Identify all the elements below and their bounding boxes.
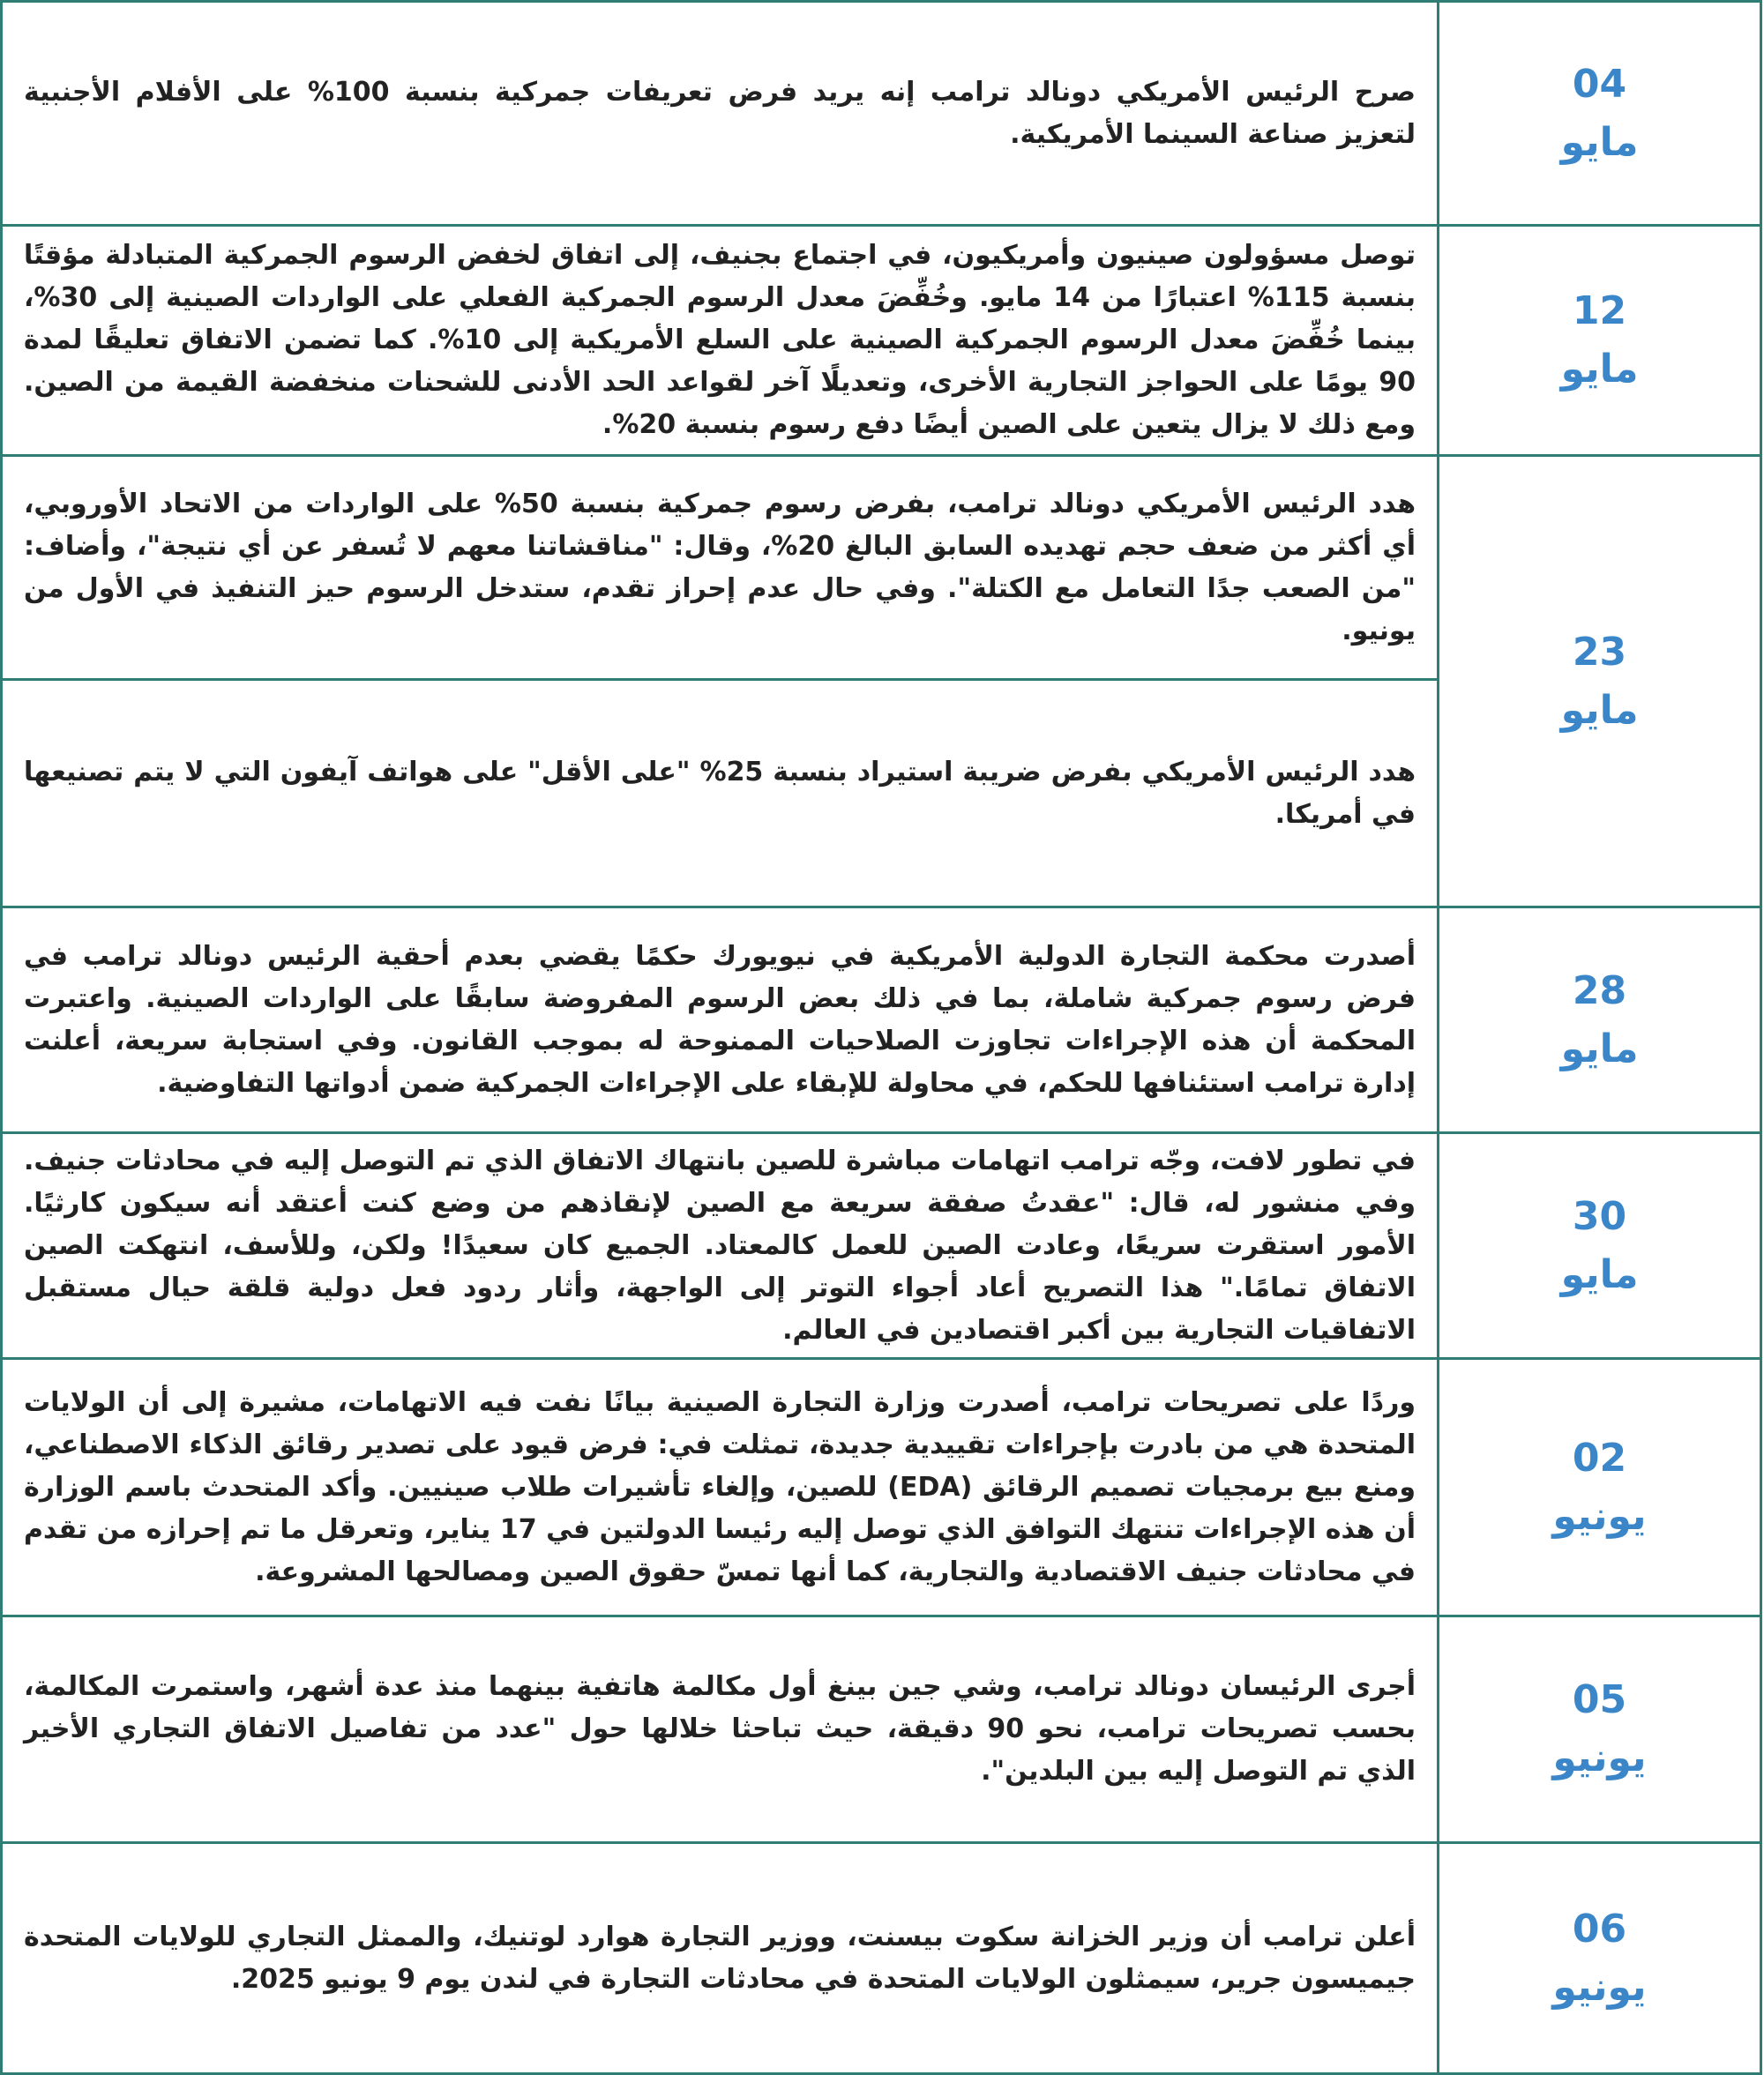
date-day: 02 xyxy=(1572,1435,1627,1481)
event-text: أجرى الرئيسان دونالد ترامب، وشي جين بينغ أول مكالمة هاتفية بينهما منذ عدة أشهر، واستمرت المكالمة، بحسب تصريحات ترامب، نحو 90 دقيقة، حيث تباحثا خلالها حول "عدد من تفاصيل الاتفاق التجاري الأخير الذي تم التوصل إليه بين البلدين". xyxy=(2,1616,1439,1843)
timeline-row xyxy=(2,1133,1761,1359)
date-day: 06 xyxy=(1572,1906,1627,1952)
date-month: مايو xyxy=(1560,1251,1639,1297)
date-day: 12 xyxy=(1572,288,1627,333)
date-month: يونيو xyxy=(1552,1964,1647,2010)
event-text: هدد الرئيس الأمريكي بفرض ضريبة استيراد بنسبة 25% "على الأقل" على هواتف آيفون التي لا يتم تصنيعها في أمريكا. xyxy=(2,680,1439,907)
timeline-row xyxy=(2,456,1761,680)
timeline-row xyxy=(2,1843,1761,2074)
date-month: مايو xyxy=(1560,1026,1639,1071)
date-cell xyxy=(1439,456,1761,907)
timeline-row xyxy=(2,907,1761,1133)
timeline-row xyxy=(2,226,1761,456)
event-text: توصل مسؤولون صينيون وأمريكيون، في اجتماع بجنيف، إلى اتفاق لخفض الرسوم الجمركية المتبادلة مؤقتًا بنسبة 115% اعتبارًا من 14 مايو. وخُفِّضَ معدل الرسوم الجمركية الفعلي على الواردات الصينية إلى 30%، بينما خُفِّضَ معدل الرسوم الجمركية الصينية على السلع الأمريكية إلى 10%. كما تضمن الاتفاق تعليقًا لمدة 90 يومًا على الحواجز التجارية الأخرى، وتعديلًا آخر لقواعد الحد الأدنى للشحنات منخفضة القيمة من الصين. ومع ذلك لا يزال يتعين على الصين أيضًا دفع رسوم بنسبة 20%. xyxy=(2,226,1439,456)
timeline-row xyxy=(2,2,1761,226)
timeline-row xyxy=(2,1359,1761,1616)
event-text: أعلن ترامب أن وزير الخزانة سكوت بيسنت، ووزير التجارة هوارد لوتنيك، والممثل التجاري للولايات المتحدة جيميسون جرير، سيمثلون الولايات المتحدة في محادثات التجارة في لندن يوم 9 يونيو 2025. xyxy=(2,1843,1439,2074)
date-day: 28 xyxy=(1572,967,1627,1013)
event-text: وردًا على تصريحات ترامب، أصدرت وزارة التجارة الصينية بيانًا نفت فيه الاتهامات، مشيرة إلى أن الولايات المتحدة هي من بادرت بإجراءات تقييدية جديدة، تمثلت في: فرض قيود على تصدير رقائق الذكاء الاصطناعي، ومنع بيع برمجيات تصميم الرقائق (EDA) للصين، وإلغاء تأشيرات طلاب صينيين. وأكد المتحدث باسم الوزارة أن هذه الإجراءات تنتهك التوافق الذي توصل إليه رئيسا الدولتين في 17 يناير، وتعرقل ما تم إحرازه من تقدم في محادثات جنيف الاقتصادية والتجارية، كما أنها تمسّ حقوق الصين ومصالحها المشروعة. xyxy=(2,1359,1439,1616)
event-text: في تطور لافت، وجّه ترامب اتهامات مباشرة للصين بانتهاك الاتفاق الذي تم التوصل إليه في محادثات جنيف. وفي منشور له، قال: "عقدتُ صفقة سريعة مع الصين لإنقاذهم من وضع كنت أعتقد أنه سيكون كارثيًا. الأمور استقرت سريعًا، وعادت الصين للعمل كالمعتاد. الجميع كان سعيدًا! ولكن، وللأسف، انتهكت الصين الاتفاق تمامًا." هذا التصريح أعاد أجواء التوتر إلى الواجهة، وأثار ردود فعل دولية قلقة حيال مستقبل الاتفاقيات التجارية بين أكبر اقتصادين في العالم. xyxy=(2,1133,1439,1359)
date-cell xyxy=(1439,1359,1761,1616)
date-month: مايو xyxy=(1560,119,1639,165)
date-month: مايو xyxy=(1560,687,1639,733)
date-cell xyxy=(1439,1133,1761,1359)
event-text: صرح الرئيس الأمريكي دونالد ترامب إنه يريد فرض تعريفات جمركية بنسبة 100% على الأفلام الأجنبية لتعزيز صناعة السينما الأمريكية. xyxy=(2,2,1439,226)
date-day: 04 xyxy=(1572,61,1627,107)
date-cell xyxy=(1439,907,1761,1133)
timeline-row xyxy=(2,1616,1761,1843)
date-day: 05 xyxy=(1572,1677,1627,1722)
date-month: مايو xyxy=(1560,347,1639,392)
date-month: يونيو xyxy=(1552,1735,1647,1780)
date-cell xyxy=(1439,1843,1761,2074)
date-cell xyxy=(1439,1616,1761,1843)
date-day: 30 xyxy=(1572,1193,1627,1239)
event-text: أصدرت محكمة التجارة الدولية الأمريكية في نيويورك حكمًا يقضي بعدم أحقية الرئيس دونالد ترامب في فرض رسوم جمركية شاملة، بما في ذلك بعض الرسوم المفروضة سابقًا على الواردات الصينية. واعتبرت المحكمة أن هذه الإجراءات تجاوزت الصلاحيات الممنوحة له بموجب القانون. وفي استجابة سريعة، أعلنت إدارة ترامب استئنافها للحكم، في محاولة للإبقاء على الإجراءات الجمركية ضمن أدواتها التفاوضية. xyxy=(2,907,1439,1133)
date-day: 23 xyxy=(1572,629,1627,675)
date-cell xyxy=(1439,2,1761,226)
event-text: هدد الرئيس الأمريكي دونالد ترامب، بفرض رسوم جمركية بنسبة 50% على الواردات من الاتحاد الأوروبي، أي أكثر من ضعف حجم تهديده السابق البالغ 20%، وقال: "مناقشاتنا معهم لا تُسفر عن أي نتيجة"، وأضاف: "من الصعب جدًا التعامل مع الكتلة". وفي حال عدم إحراز تقدم، ستدخل الرسوم حيز التنفيذ في الأول من يونيو. xyxy=(2,456,1439,680)
date-cell xyxy=(1439,226,1761,456)
date-month: يونيو xyxy=(1552,1493,1647,1539)
